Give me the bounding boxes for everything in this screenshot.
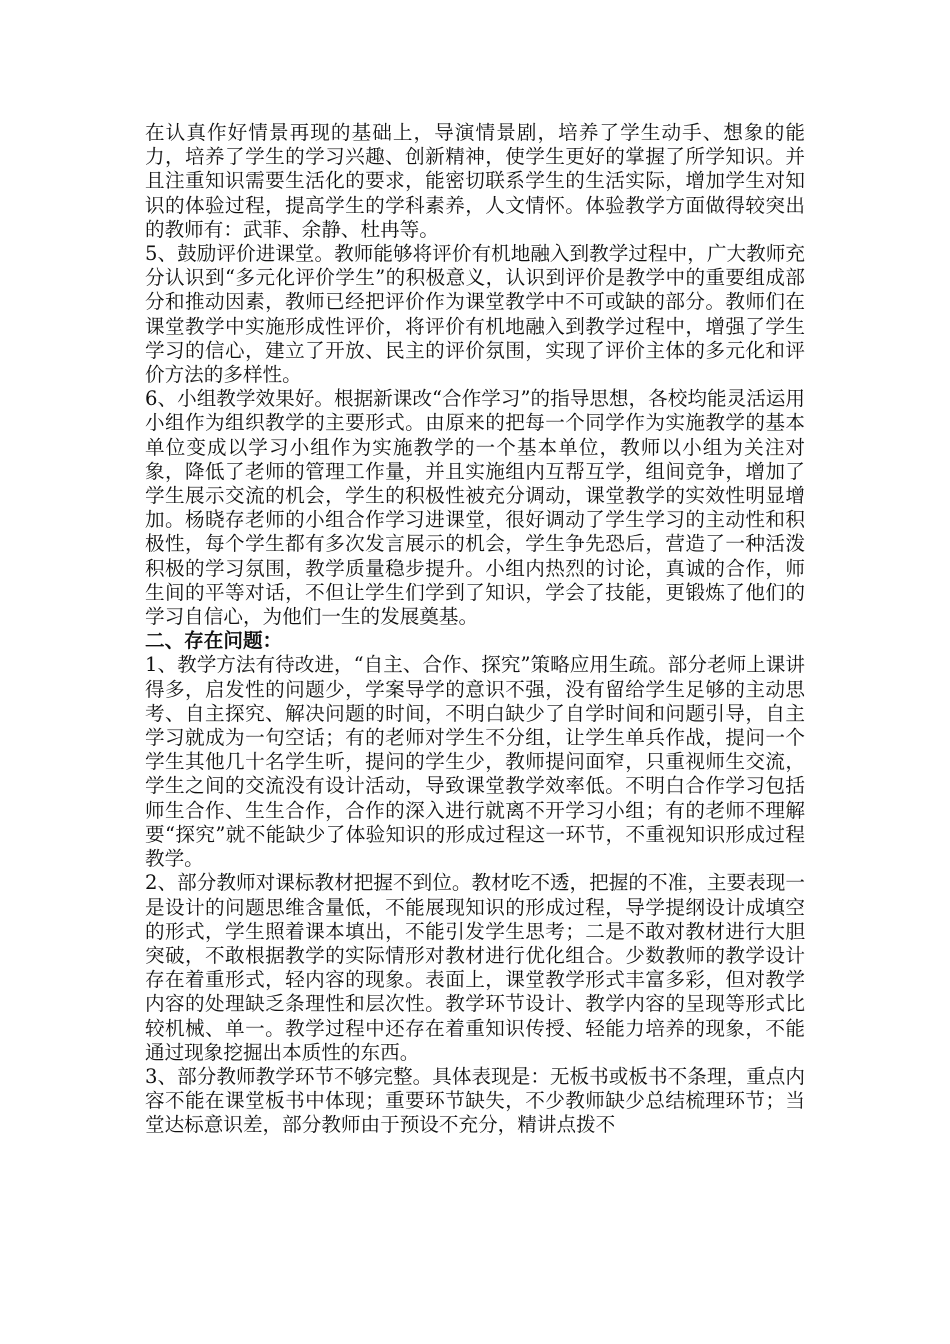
section-heading: 二、存在问题： bbox=[145, 629, 283, 653]
issue-item-1: 1、教学方法有待改进，“自主、合作、探究”策略应用生疏。部分老师上课讲得多，启发性的问题少，学案导学的意识不强，没有留给学生足够的主动思考、自主探究、解决问题的时间，不明白缺少了自学时间和问题引导，自主学习就成为一句空话；有的老师对学生不分组，让学生单兵作战，提问一个学生其他几十名学生听，提问的学生少，教师提问面窄，只重视师生交流，学生之间的交流没有设计活动，导致课堂教学效率低。不明白合作学习包括师生合作、生生合作，合作的深入进行就离不开学习小组；有的老师不理解要“探究”就不能缺少了体验知识的形成过程这一环节，不重视知识形成过程教学。 bbox=[145, 653, 805, 871]
issue-item-2: 2、部分教师对课标教材把握不到位。教材吃不透，把握的不准，主要表现一是设计的问题思维含量低，不能展现知识的形成过程，导学提纲设计成填空的形式，学生照着课本填出，不能引发学生思考；二是不敢对教材进行大胆突破，不敢根据教学的实际情形对教材进行优化组合。少数教师的教学设计存在着重形式，轻内容的现象。表面上，课堂教学形式丰富多彩，但对教学内容的处理缺乏条理性和层次性。教学环节设计、教学内容的呈现等形式比较机械、单一。教学过程中还存在着重知识传授、轻能力培养的现象，不能通过现象挖掘出本质性的东西。 bbox=[145, 871, 805, 1064]
issue-item-3: 3、部分教师教学环节不够完整。具体表现是：无板书或板书不条理，重点内容不能在课堂板书中体现；重要环节缺失，不少教师缺少总结梳理环节；当堂达标意识差，部分教师由于预设不充分，精讲点拨不 bbox=[145, 1064, 805, 1137]
paragraph-intro: 在认真作好情景再现的基础上，导演情景剧，培养了学生动手、想象的能力，培养了学生的学习兴趣、创新精神，使学生更好的掌握了所学知识。并且注重知识需要生活化的要求，能密切联系学生的生活实际，增加学生对知识的体验过程，提高学生的学科素养，人文情怀。体验教学方面做得较突出的教师有：武菲、余静、杜冉等。 bbox=[145, 121, 805, 241]
document-body bbox=[145, 121, 805, 1138]
paragraph-item-6: 6、小组教学效果好。根据新课改“合作学习”的指导思想，各校均能灵活运用小组作为组织教学的主要形式。由原来的把每一个同学作为实施教学的基本单位变成以学习小组作为实施教学的一个基本单位，教师以小组为关注对象，降低了老师的管理工作量，并且实施组内互帮互学，组间竞争，增加了学生展示交流的机会，学生的积极性被充分调动，课堂教学的实效性明显增加。杨晓存老师的小组合作学习进课堂，很好调动了学生学习的主动性和积极性，每个学生都有多次发言展示的机会，学生争先恐后，营造了一种活泼积极的学习氛围，教学质量稳步提升。小组内热烈的讨论，真诚的合作，师生间的平等对话，不但让学生们学到了知识，学会了技能，更锻炼了他们的学习自信心，为他们一生的发展奠基。 bbox=[145, 387, 805, 629]
paragraph-item-5: 5、鼓励评价进课堂。教师能够将评价有机地融入到教学过程中，广大教师充分认识到“多元化评价学生”的积极意义，认识到评价是教学中的重要组成部分和推动因素，教师已经把评价作为课堂教学中不可或缺的部分。教师们在课堂教学中实施形成性评价，将评价有机地融入到教学过程中，增强了学生学习的信心，建立了开放、民主的评价氛围，实现了评价主体的多元化和评价方法的多样性。 bbox=[145, 242, 805, 387]
